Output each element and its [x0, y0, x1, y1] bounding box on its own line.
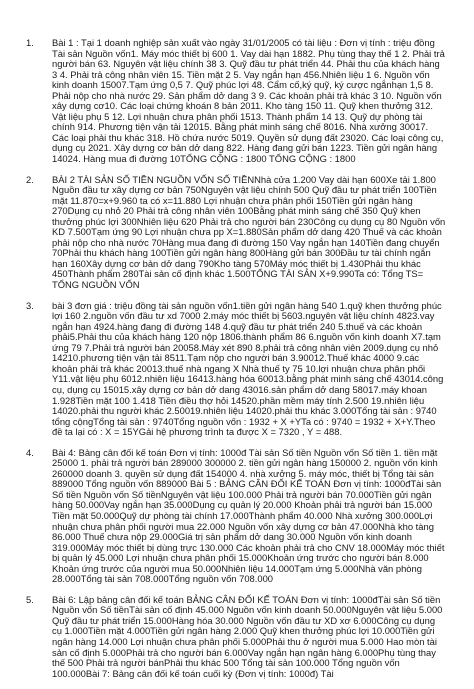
exercise-list	[26, 38, 446, 689]
list-item	[26, 301, 446, 438]
list-item-text: bài 3 đơn giá : triệu đồng tài sản nguồn vốn1.tiền gửi ngân hàng 540 1.quỹ khen thưởng phúc lợi 160 2.nguồn vốn đầu tư xd 7000 2.máy móc thiết bị 5603.nguyên vật liệu chính 4823.vay ngắn hạn 4924.hàng đang đi đường 148 4.quỹ đầu tư phát triển 240 5.thuế và các khoản phải5.Phải thu của khách hàng 120 nộp 1806.thành phẩm 86 6.nguồn vốn kinh doanh X7.tạm ứng 79 7.Phải trả người bán 20058.Máy xét 890 8.phải trả công nhân viên 2009.dụng cụ nhỏ 14210.phương tiện vận tải 8511.Tạm nộp cho người bán 3.90012.Thuế khác 4000 9.các khoản phải trả khác 20013.thuế nhà ngang X Nhà thuế ty 75 10.lợi nhuận chưa phân phối Y11.vật liệu phụ 6012.nhiên liệu 16413.hàng hóa 60013.bằng phát minh sáng chế 43014.công cụ, dụng cụ 15015.xây dựng cơ bản dở dang 43016.sản phẩm dở dang 58017.máy khoan 1.928Tiền mặt 100 1.418 Tiền điều thợ hỏi 14520.phần mềm máy tính 2.500 19.nhiên liệu 14020.phải thu người khác 2.50019.nhiên liệu 14020.phải thu khác 3.000Tổng tài sản : 9740 tổng cộngTổng tài sản : 9740Tổng nguồn vốn : 1932 + X +YTa có : 9740 = 1932 + X+Y.Theo đề ta lại có : X = 15YGải hệ phương trình ta được X = 7320 , Y = 488.	[52, 299, 444, 438]
list-item-text: Bài 1 : Tại 1 doanh nghiệp sản xuất vào ngày 31/01/2005 có tài liệu : Đơn vị tính : triệu đồng Tài sản Nguồn vốn1. Máy móc thiết bị 600 1. Vay dài hạn 1882. Phụ tùng thay thế 1 2. Phải trả người bán 63. Nguyên vật liệu chính 38 3. Quỹ đầu tư phát triển 44. Phải thu của khách hàng 3 4. Phải trả công nhân viên 15. Tiền mặt 2 5. Vay ngắn hạn 456.Nhiên liệu 1 6. Nguồn vốn kinh doanh 15007.Tạm ứng 0,5 7. Quỹ phúc lợi 48. Cẩm cố,ký quỹ, ký cược ngắnhạn 1,5 8. Phải nộp cho nhà nước 29. Sản phẩm dở dang 3 9. Các khoản phải trả khác 3 10. Nguồn vốn xây dựng cơ10. Các loại chứng khoán 8 bản 2011. Kho tàng 150 11. Quỹ khen thưởng 312. Vật liệu phụ 5 12. Lợi nhuận chưa phân phối 1513. Thành phẩm 14 13. Quỹ dự phòng tài chính 914. Phương tiện vận tải 12015. Bằng phát minh sáng chế 8016. Nhà xưởng 30017. Các loại phải thu khác 318. Hồ chứa nước 5019. Quyền sử dụng đất 23020. Các loại công cụ, dụng cụ 2021. Xây dựng cơ bản dở dang 822. Hàng đang gửi bán 1223. Tiền gửi ngân hàng 14024. Hàng mua đi đường 10TỔNG CỘNG : 1800 TỔNG CỘNG : 1800	[52, 37, 445, 165]
list-item-text: Bài 4: Bảng cân đối kế toán Đơn vị tính: 1000đ Tài sản Số tiền Nguồn vốn Số tiền 1. tiền mặt 25000 1. phải trả người bán 289000 300000 2. tiền gửi ngân hàng 150000 2. nguồn vốn kinh 260000 doanh 3. quyền sử dụng đất 154000 4. nhà xưởng 5. máy móc, thiết bị Tổng tài sản 889000 Tổng nguồn vốn 889000 Bài 5 : BẢNG CÂN ĐỐI KẾ TOÁN Đơn vị tính: 1000đTài sản Số tiền Nguồn vốn Số tiềnNguyên vật liệu 100.000 Phải trả người bán 70.000Tiền gửi ngân hàng 50.000Vay ngắn hạn 35.000Dụng cụ quản lý 20.000 Khoản phải trả người bán 15.000 Tiền mặt 50.000Quỹ dự phòng tài chính 17.000Thành phẩm 40.000 Nhà xưởng 300.000Lợi nhuận chưa phân phối người mua 22.000 Nguồn vốn xây dựng cơ bản 47.000Nhà kho tàng 86.000 Thuế chưa nộp 29.000Giá trị sản phẩm dở dang 30.000 Nguồn vốn kinh doanh 319.000Máy móc thiết bị dùng trực 130.000 Các khoản phải trả cho CNV 18.000Máy móc thiết bị quản lý 45.000 Lợi nhuận chưa phân phối 15.000Khoản ứng trước cho người bán 8.000 Khoản ứng trước của người mua 50.000Nhiên liệu 14.000Tạm ứng 5.000Nhà văn phòng 28.000Tổng tài sản 708.000Tổng nguồn vốn 708.000	[52, 446, 445, 585]
list-item	[26, 595, 446, 679]
list-item	[26, 38, 446, 165]
list-item-number: 4.	[26, 446, 34, 458]
list-item	[26, 175, 446, 291]
list-item-number: 1.	[26, 37, 34, 48]
list-item-number: 5.	[26, 593, 34, 605]
list-item-text: Bài 6: Lập bảng cân đối kế toán BẢNG CÂN ĐỐI KẾ TOÁN Đơn vị tính: 1000đTài sản Số tiền Nguồn vốn Số tiềnTài sản cố định 45.000 Nguồn vốn kinh doanh 50.000Nguyên vật liệu 5.000 Quỹ đầu tư phát triển 15.000Hàng hóa 30.000 Nguồn vốn đầu tư XD xơ 6.000Công cụ dụng cụ 1.000Tiền mặt 4.000Tiền gửi ngân hàng 2.000 Quỹ khen thưởng phúc lợi 10.000Tiền gửi ngân hàng 14.000 Lợi nhuận chưa phân phối 5.000Phải thu ở người mua 5.000 Hao mòn tài sản cố định 5.000Phải trả cho người bán 6.000Vay ngắn hạn ngân hàng 6.000Phụ tùng thay thế 500 Phải trả người bánPhải thu khác 500 Tổng tài sản 100.000 Tổng nguồn vốn 100.000Bài 7: Bảng cân đối kế toán cuối kỳ (Đơn vị tính: 1000đ) Tài	[52, 593, 443, 679]
list-item-text: BÀI 2 TÀI SẢN SỐ TIỀN NGUỒN VỐN SỐ TIỀNNhà cửa 1.200 Vay dài hạn 600Xe tải 1.800 Nguồn đầu tư xây dựng cơ bản 750Nguyên vật liệu chính 500 Quỹ đầu tư phát triển 100Tiền mặt 11.870=x+9.960 ta có x=11.880 Lợi nhuận chưa phân phối 150Tiền gửi ngân hàng 270Dụng cụ nhỏ 20 Phải trả công nhân viên 100Bằng phát minh sáng chế 350 Quỹ khen thưởng phúc lợi 300Nhiên liệu 620 Phải trả cho người bán 230Công cụ dụng cụ 80 Nguồn vốn KD 7.500Tạm ứng 90 Lợi nhuận chưa pp X=1.880Sản phẩm dở dang 420 Thuế và các khoản phải nộp cho nhà nước 70Hàng mua đang đi đường 150 Vay ngắn hạn 140Tiền đang chuyển 70Phải thu khách hàng 100Tiền gửi ngân hàng 800Hàng gửi bán 300Đầu tư tài chính ngắn hạn 160Xây dựng cơ bản dở dang 790Kho tàng 570Máy móc thiết bị 1.430Phải thu khác 450Thành phẩm 280Tài sản cố định khác 1.500TỔNG TÀI SẢN X+9.990Ta có: Tổng TS= TỔNG NGUỒN VỐN	[52, 173, 446, 291]
list-item	[26, 448, 446, 585]
list-item-number: 2.	[26, 173, 34, 185]
list-item-number: 3.	[26, 299, 34, 311]
